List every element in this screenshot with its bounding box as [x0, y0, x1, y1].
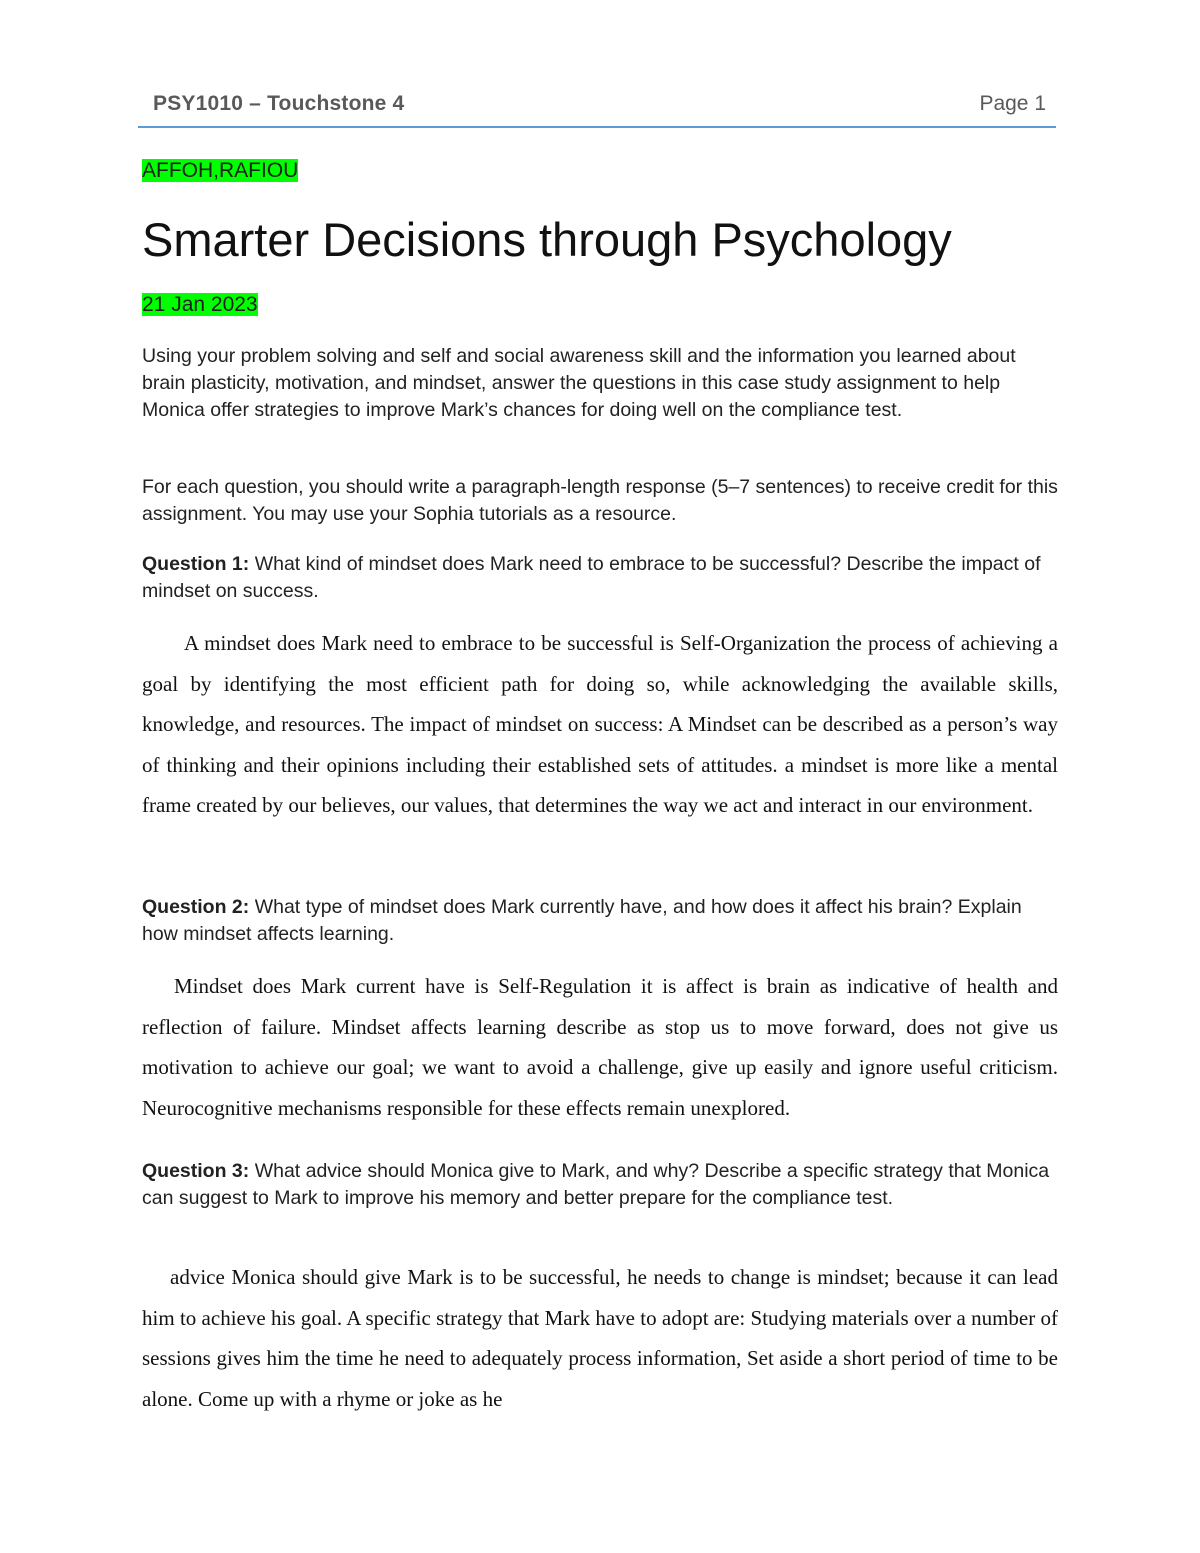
author-name [142, 156, 298, 186]
question-2-text: What type of mindset does Mark currently have, and how does it affect his brain? Explain how mindset affects learning. [142, 896, 1022, 945]
author-highlight: AFFOH,RAFIOU [142, 159, 299, 182]
question-2-label: Question 2: [142, 896, 250, 918]
document-date [142, 290, 258, 320]
instructions-paragraph: For each question, you should write a paragraph-length response (5–7 sentences) to receive credit for this assignment. You may use your Sophia tutorials as a resource. [142, 476, 1058, 525]
page-header [138, 90, 1056, 128]
question-3-text: What advice should Monica give to Mark, and why? Describe a specific strategy that Monica can suggest to Mark to improve his memory and better prepare for the compliance test. [142, 1160, 1050, 1209]
page-number: Page 1 [979, 92, 1046, 115]
answer-3: advice Monica should give Mark is to be successful, he needs to change is mindset; because it can lead him to achieve his goal. A specific strategy that Mark have to adopt are: Studying materials over a number of sessions gives him the time he need to adequately process information, Set aside a short period of time to be alone. Come up with a rhyme or joke as he [142, 1265, 1058, 1411]
answer-1: A mindset does Mark need to embrace to be successful is Self-Organization the process of achieving a goal by identifying the most efficient path for doing so, while acknowledging the available skills, knowledge, and resources. The impact of mindset on success: A Mindset can be described as a person’s way of thinking and their opinions including their established sets of attitudes. a mindset is more like a mental frame created by our believes, our values, that determines the way we act and interact in our environment. [142, 631, 1058, 818]
answer-2: Mindset does Mark current have is Self-Regulation it is affect is brain as indicative of health and reflection of failure. Mindset affects learning describe as stop us to move forward, does not give us motivation to achieve our goal; we want to avoid a challenge, give up easily and ignore useful criticism. Neurocognitive mechanisms responsible for these effects remain unexplored. [142, 974, 1058, 1120]
document-title: Smarter Decisions through Psychology [142, 213, 952, 266]
course-title: PSY1010 – Touchstone 4 [153, 92, 405, 115]
date-highlight: 21 Jan 2023 [142, 293, 258, 316]
question-3-label: Question 3: [142, 1160, 250, 1182]
question-3 [142, 1158, 1062, 1212]
question-2 [142, 894, 1062, 948]
intro-paragraph: Using your problem solving and self and social awareness skill and the information you learned about brain plasticity, motivation, and mindset, answer the questions in this case study assignment to help Monica offer strategies to improve Mark’s chances for doing well on the compliance test. [142, 345, 1016, 421]
question-1-label: Question 1: [142, 553, 250, 575]
question-1 [142, 551, 1062, 605]
question-1-text: What kind of mindset does Mark need to embrace to be successful? Describe the impact of mindset on success. [142, 553, 1041, 602]
